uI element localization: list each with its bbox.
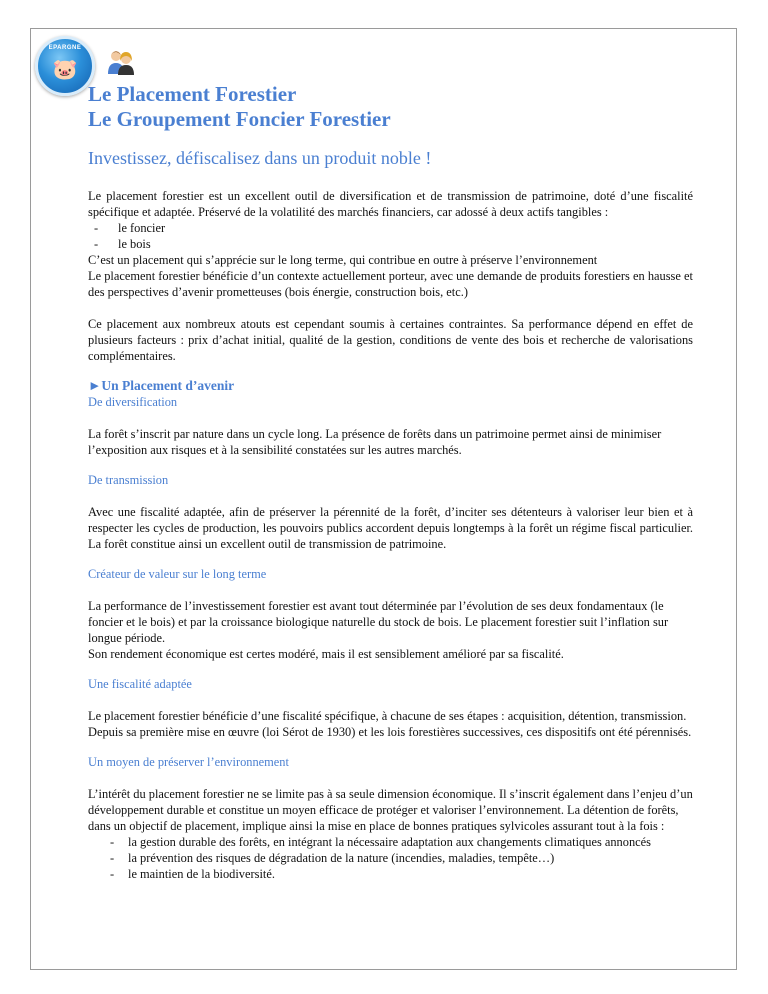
document-body: [88, 82, 693, 882]
intro-paragraph-2: C’est un placement qui s’apprécie sur le long terme, qui contribue en outre à préserve l’environnement: [88, 253, 598, 267]
fiscalite-text-1: Le placement forestier bénéficie d’une fiscalité spécifique, à chacune de ses étapes : acquisition, détention, transmission.: [88, 709, 687, 723]
fiscalite-text-2: Depuis sa première mise en œuvre (loi Sérot de 1930) et les lois forestières successives, ces dispositifs ont été pérennisés.: [88, 725, 692, 739]
diversification-text: La forêt s’inscrit par nature dans un cycle long. La présence de forêts dans un patrimoine permet ainsi de minimiser l’exposition aux risques et à la sensibilité constatées sur les autres marchés.: [88, 427, 662, 457]
title-line-2: Le Groupement Foncier Forestier: [88, 107, 391, 131]
list-item: - le maintien de la biodiversité.: [88, 866, 693, 882]
subheading-transmission: De transmission: [88, 473, 169, 487]
epargne-logo: [35, 36, 95, 96]
page-subtitle: Investissez, défiscalisez dans un produit noble !: [88, 148, 432, 168]
list-item: - le bois: [88, 236, 693, 252]
logo-text: EPARGNE: [48, 45, 82, 51]
valeur-text-2: Son rendement économique est certes modéré, mais il est sensiblement amélioré par sa fiscalité.: [88, 647, 564, 661]
intro-paragraph-3: Le placement forestier bénéficie d’un contexte actuellement porteur, avec une demande de produits forestiers en hausse et des perspectives d’avenir prometteuses (bois énergie, construction bois, etc.): [88, 269, 693, 299]
list-item: - le foncier: [88, 220, 693, 236]
environnement-text: L’intérêt du placement forestier ne se limite pas à sa seule dimension économique. Il s’inscrit également dans l’enjeu d’un développement durable et constitue un moyen efficace de protéger et valoriser l’environnement. La détention de forêts, dans un objectif de placement, implique ainsi la mise en place de bonnes pratiques sylvicoles assurant tout à la fois :: [88, 787, 693, 833]
title-line-1: Le Placement Forestier: [88, 82, 297, 106]
people-icon: [106, 48, 136, 76]
intro-paragraph-4: Ce placement aux nombreux atouts est cependant soumis à certaines contraintes. Sa performance dépend en effet de plusieurs facteurs : prix d’achat initial, qualité de la gestion, conditions de vente des bois et recherche de valorisations complémentaires.: [88, 317, 693, 363]
intro-paragraph: Le placement forestier est un excellent outil de diversification et de transmission de patrimoine, doté d’une fiscalité spécifique et adaptée. Préservé de la volatilité des marchés financiers, car adossé à deux actifs tangibles :: [88, 189, 693, 219]
list-item: - la gestion durable des forêts, en intégrant la nécessaire adaptation aux changements climatiques annoncés: [88, 834, 693, 850]
list-item: - la prévention des risques de dégradation de la nature (incendies, maladies, tempête…): [88, 850, 693, 866]
section-title: ►Un Placement d’avenir: [88, 378, 235, 393]
subheading-diversification: De diversification: [88, 395, 178, 409]
assets-list: [88, 220, 693, 252]
subheading-fiscalite: Une fiscalité adaptée: [88, 677, 192, 691]
practices-list: [88, 834, 693, 882]
transmission-text: Avec une fiscalité adaptée, afin de préserver la pérennité de la forêt, d’inciter ses détenteurs à valoriser leur bien et à respecter les cycles de production, les pouvoirs publics accordent depuis longtemps à la forêt un régime fiscal particulier. La forêt constitue ainsi un excellent outil de transmission de patrimoine.: [88, 505, 693, 551]
valeur-text-1: La performance de l’investissement forestier est avant tout déterminée par l’évolution de ses deux fondamentaux (le foncier et le bois) et par la croissance biologique naturelle du stock de bois. Le placement forestier suit l’inflation sur longue période.: [88, 599, 669, 645]
subheading-valeur: Créateur de valeur sur le long terme: [88, 567, 267, 581]
piggy-bank-icon: 🐷: [52, 57, 78, 81]
subheading-environnement: Un moyen de préserver l’environnement: [88, 755, 289, 769]
page-title: [88, 82, 693, 132]
